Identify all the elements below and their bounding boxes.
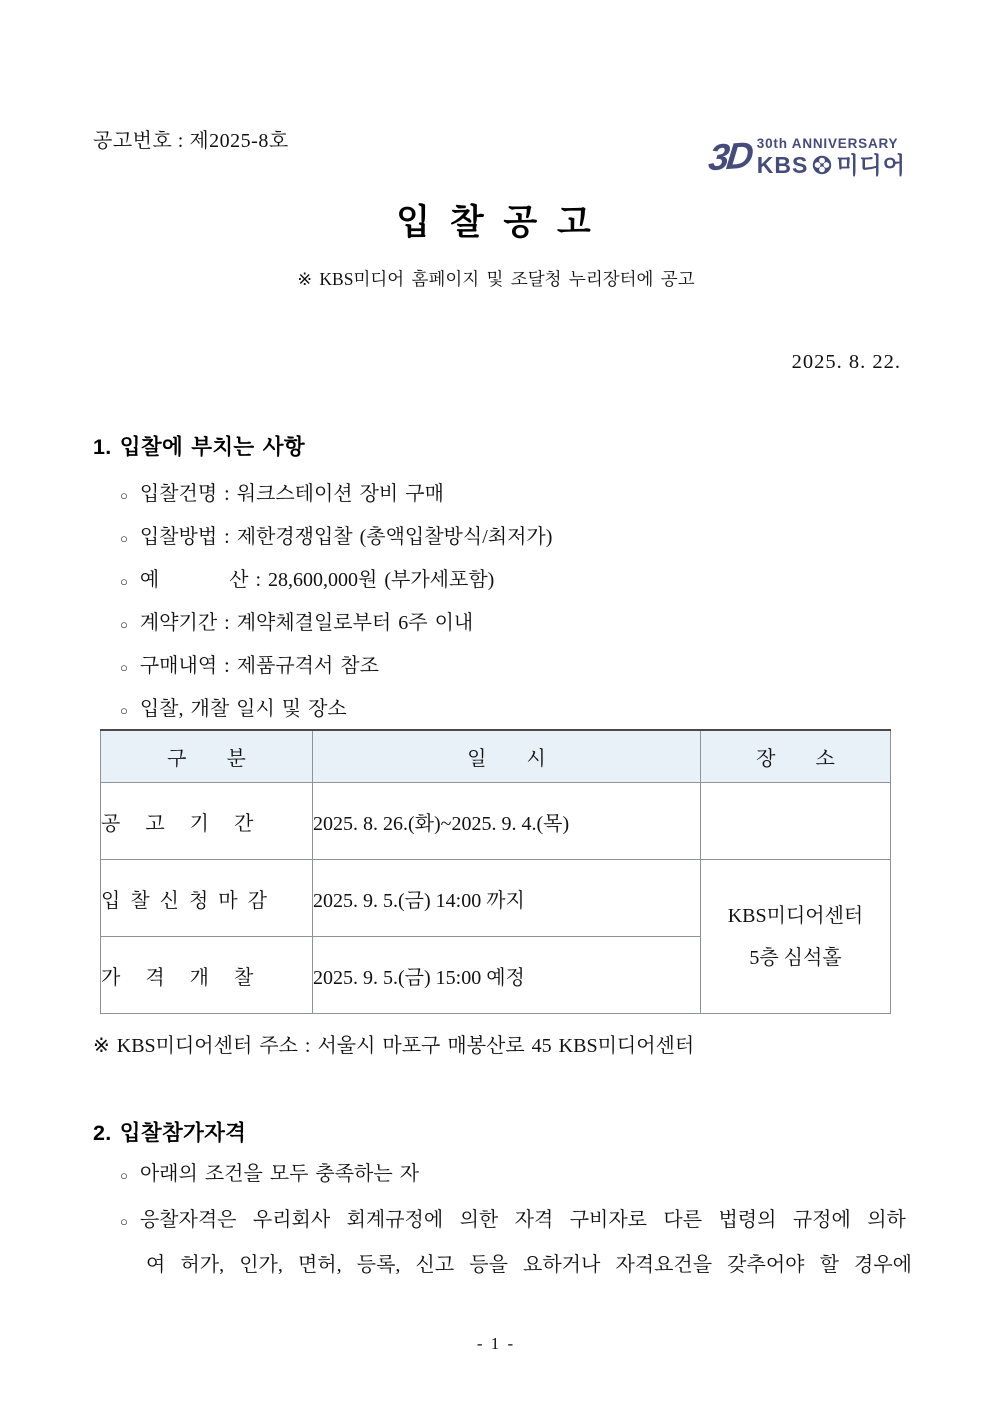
logo-3d-mark-icon: 3D <box>707 134 754 179</box>
circle-bullet-icon: ○ <box>120 530 128 546</box>
list-item-qualification-2 <box>120 1208 906 1232</box>
list-item-budget <box>120 570 494 590</box>
column-header-category: 구 분 <box>101 730 313 783</box>
column-header-datetime: 일 시 <box>313 730 701 783</box>
logo-brand-row <box>756 151 906 178</box>
list-item-text-line1: 응찰자격은 우리회사 회계규정에 의한 자격 구비자로 다른 법령의 규정에 의하 <box>139 1209 906 1231</box>
row-location-empty <box>701 783 891 860</box>
page-title: 입 찰 공 고 <box>396 203 596 242</box>
bid-schedule-table <box>100 729 891 1014</box>
list-item-text: 아래의 조건을 모두 충족하는 자 <box>139 1163 420 1185</box>
announcement-date: 2025. 8. 22. <box>791 351 901 373</box>
circle-bullet-icon: ○ <box>120 659 128 675</box>
logo-media-text: 미디어 <box>836 151 906 178</box>
row-label-application-deadline: 입 찰 신 청 마 감 <box>101 860 313 937</box>
location-line: 5층 심석홀 <box>749 946 842 969</box>
table-row <box>101 783 891 860</box>
page-number: - 1 - <box>476 1334 516 1353</box>
subtitle-note: ※ KBS미디어 홈페이지 및 조달청 누리장터에 공고 <box>297 269 695 289</box>
circle-bullet-icon: ○ <box>120 1167 128 1183</box>
list-item-text: 입찰방법 : 제한경쟁입찰 (총액입찰방식/최저가) <box>139 526 553 548</box>
list-item-text-line2: 여 허가, 인가, 면허, 등록, 신고 등을 요하거나 자격요건을 갖추어야 할 경우에 <box>146 1254 912 1276</box>
circle-bullet-icon: ○ <box>120 487 128 503</box>
clover-emblem-icon <box>812 155 832 175</box>
logo-anniversary-text: 30th ANNIVERSARY <box>756 136 899 151</box>
kbs-media-logo <box>707 134 906 179</box>
circle-bullet-icon: ○ <box>120 1213 128 1229</box>
list-item-schedule <box>120 699 347 719</box>
section1-heading: 1. 입찰에 부치는 사항 <box>93 435 305 459</box>
column-header-location: 장 소 <box>701 730 891 783</box>
list-item-bid-method <box>120 527 552 547</box>
address-note: ※ KBS미디어센터 주소 : 서울시 마포구 매봉산로 45 KBS미디어센터 <box>93 1035 695 1057</box>
table-header-row <box>101 730 891 783</box>
row-value-announcement-period: 2025. 8. 26.(화)~2025. 9. 4.(목) <box>313 783 701 860</box>
row-value-application-deadline: 2025. 9. 5.(금) 14:00 까지 <box>313 860 701 937</box>
list-item-text: 입찰, 개찰 일시 및 장소 <box>139 698 347 720</box>
circle-bullet-icon: ○ <box>120 573 128 589</box>
location-line: KBS미디어센터 <box>727 904 864 927</box>
doc-number: 공고번호 : 제2025-8호 <box>93 130 289 152</box>
list-item-purchase-detail <box>120 656 379 676</box>
row-label-announcement-period: 공 고 기 간 <box>101 783 313 860</box>
section2-heading: 2. 입찰참가자격 <box>93 1121 247 1145</box>
circle-bullet-icon: ○ <box>120 616 128 632</box>
list-item-text: 계약기간 : 계약체결일로부터 6주 이내 <box>139 612 474 634</box>
logo-text-block <box>757 137 906 177</box>
list-item-contract-period <box>120 613 473 633</box>
row-label-price-opening: 가 격 개 찰 <box>101 937 313 1014</box>
list-item-bid-name <box>120 484 444 504</box>
row-value-price-opening: 2025. 9. 5.(금) 15:00 예정 <box>313 937 701 1014</box>
list-item-text: 예 산 : 28,600,000원 (부가세포함) <box>139 569 495 591</box>
row-location-merged <box>701 860 891 1014</box>
list-item-text: 구매내역 : 제품규격서 참조 <box>139 655 379 677</box>
circle-bullet-icon: ○ <box>120 702 128 718</box>
list-item-text: 입찰건명 : 워크스테이션 장비 구매 <box>139 483 444 505</box>
logo-kbs-text: KBS <box>756 151 809 178</box>
table-row <box>101 860 891 937</box>
list-item-qualification-1 <box>120 1164 419 1184</box>
